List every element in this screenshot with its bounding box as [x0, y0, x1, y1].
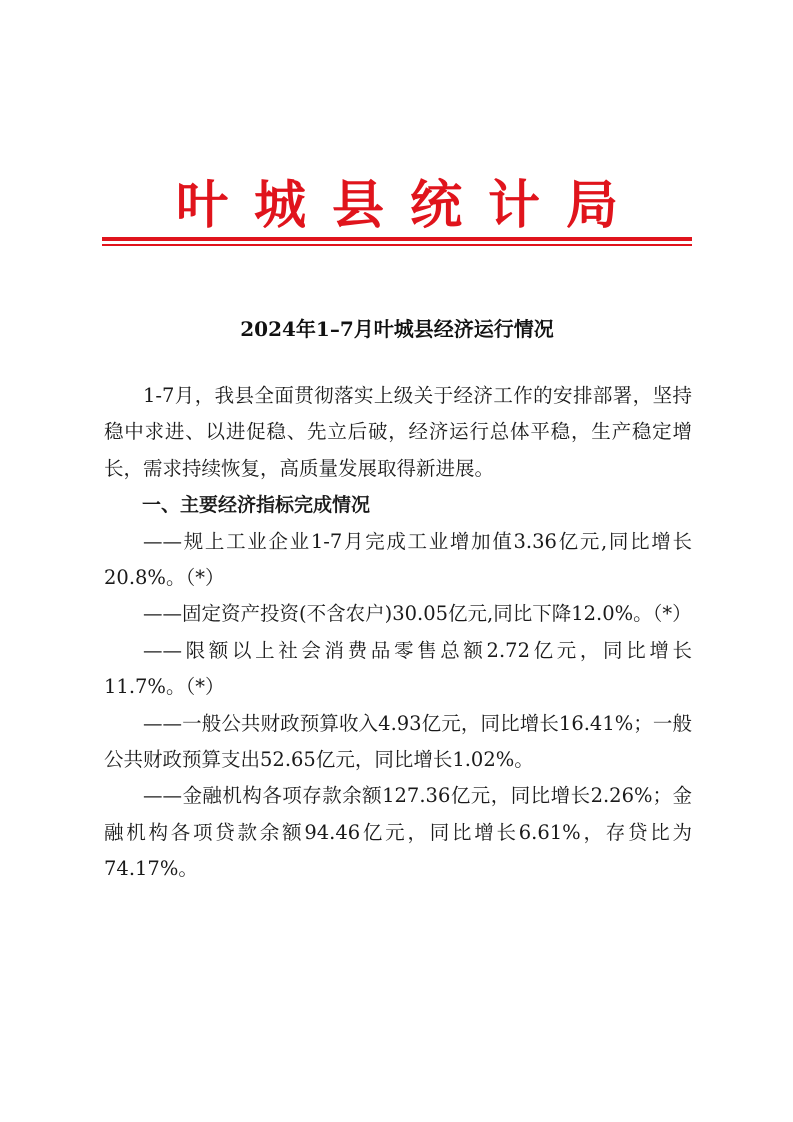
- intro-paragraph: 1-7月，我县全面贯彻落实上级关于经济工作的安排部署，坚持稳中求进、以进促稳、先立后破，经济运行总体平稳，生产稳定增长，需求持续恢复，高质量发展取得新进展。: [104, 384, 692, 480]
- masthead-title: 叶城县统计局: [175, 176, 644, 236]
- indicator-item-finance: ——金融机构各项存款余额127.36亿元，同比增长2.26%；金融机构各项贷款余额94.46亿元，同比增长6.61%，存贷比为74.17%。: [104, 784, 692, 881]
- masthead-rule-thick: [102, 237, 692, 241]
- indicator-item-retail: ——限额以上社会消费品零售总额2.72亿元，同比增长11.7%。（*）: [104, 638, 692, 699]
- indicator-item-fiscal: ——一般公共财政预算收入4.93亿元，同比增长16.41%；一般公共财政预算支出52.65亿元，同比增长1.02%。: [104, 711, 692, 772]
- document-body: [104, 378, 692, 888]
- masthead-rule-thin: [102, 244, 692, 246]
- indicator-item-investment: ——固定资产投资(不含农户)30.05亿元,同比下降12.0%。（*）: [143, 602, 692, 626]
- indicator-item-industry: ——规上工业企业1-7月完成工业增加值3.36亿元,同比增长20.8%。（*）: [104, 529, 692, 590]
- section-heading: 一、主要经济指标完成情况: [142, 494, 371, 517]
- document-title: 2024年1–7月叶城县经济运行情况: [240, 317, 554, 341]
